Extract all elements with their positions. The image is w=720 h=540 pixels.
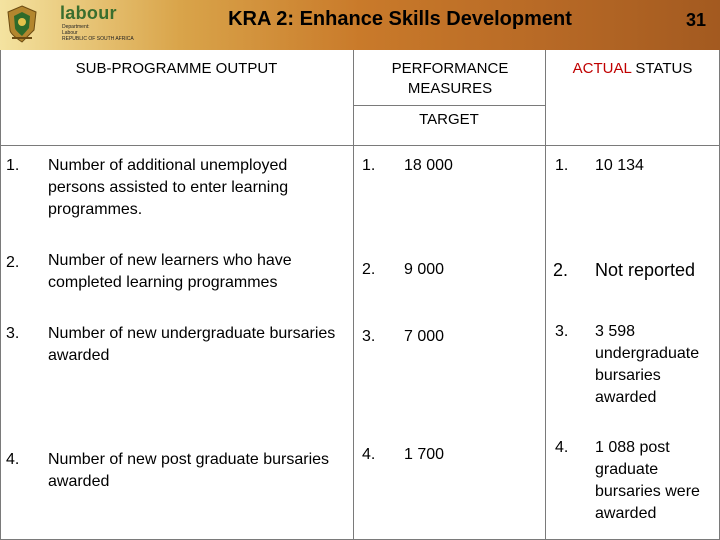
actual-value: 3 598 undergraduate bursaries awarded bbox=[595, 323, 700, 406]
header-status-word: STATUS bbox=[635, 60, 693, 77]
actual-value: Not reported bbox=[595, 260, 696, 280]
header-target: TARGET bbox=[419, 111, 479, 128]
coat-of-arms-icon bbox=[4, 4, 40, 44]
actual-number: 4. bbox=[555, 439, 569, 456]
target-value: 7 000 bbox=[404, 328, 445, 345]
actual-value: 10 134 bbox=[595, 157, 644, 174]
header-actual-word: ACTUAL bbox=[572, 60, 632, 77]
title-banner bbox=[0, 0, 720, 50]
header-actual-status bbox=[545, 59, 720, 79]
page-number: 31 bbox=[685, 10, 706, 30]
target-number: 3. bbox=[362, 328, 376, 345]
row-divider bbox=[0, 145, 720, 146]
target-value: 18 000 bbox=[404, 157, 453, 174]
target-value: 9 000 bbox=[404, 261, 445, 278]
actual-number: 1. bbox=[555, 157, 569, 174]
row-number: 2. bbox=[6, 254, 20, 271]
header-sub-programme: SUB-PROGRAMME OUTPUT bbox=[75, 60, 278, 77]
row-number: 3. bbox=[6, 325, 20, 342]
column-divider bbox=[545, 50, 546, 540]
output-text: Number of new learners who have completed learning programmes bbox=[48, 252, 292, 291]
target-number: 1. bbox=[362, 157, 376, 174]
header-performance-measures: PERFORMANCE MEASURES bbox=[391, 60, 509, 97]
actual-value: 1 088 post graduate bursaries were awarded bbox=[595, 439, 700, 522]
row-number: 4. bbox=[6, 451, 20, 468]
page-title: KRA 2: Enhance Skills Development bbox=[228, 8, 572, 30]
logo-text: labour bbox=[60, 3, 117, 23]
output-text: Number of new post graduate bursaries awarded bbox=[48, 451, 330, 490]
target-value: 1 700 bbox=[404, 446, 445, 463]
actual-number: 3. bbox=[555, 323, 569, 340]
table-border-left bbox=[0, 50, 1, 540]
department-logo bbox=[4, 2, 144, 46]
output-text: Number of new undergraduate bursaries awarded bbox=[48, 325, 336, 364]
header-divider bbox=[353, 105, 545, 106]
target-number: 4. bbox=[362, 446, 376, 463]
row-number: 1. bbox=[6, 157, 20, 174]
kra-table bbox=[0, 50, 720, 540]
target-number: 2. bbox=[362, 261, 376, 278]
actual-number: 2. bbox=[553, 260, 569, 280]
logo-department: Department: Labour REPUBLIC OF SOUTH AFRICA bbox=[62, 24, 134, 42]
output-text: Number of additional unemployed persons assisted to enter learning programmes. bbox=[48, 157, 289, 218]
